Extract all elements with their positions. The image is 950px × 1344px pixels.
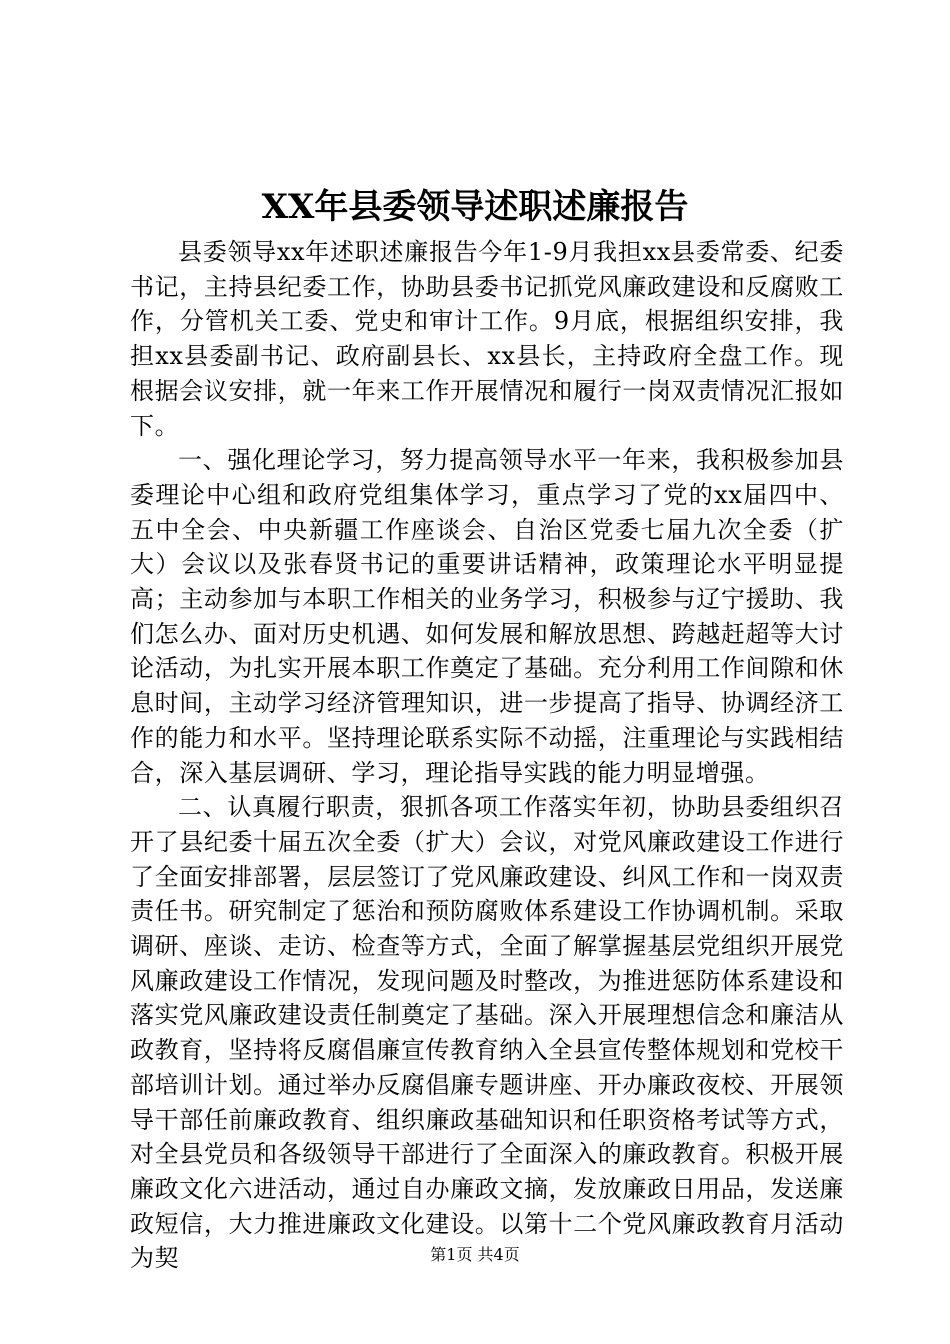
paragraph-intro: 县委领导xx年述职述廉报告今年1-9月我担xx县委常委、纪委书记，主持县纪委工作，协助县委书记抓党风廉政建设和反腐败工作，分管机关工委、党史和审计工作。9月底，根据组织安排，我担xx县委副书记、政府副县长、xx县长，主持政府全盘工作。现根据会议安排，就一年来工作开展情况和履行一岗双责情况汇报如下。 bbox=[130, 238, 844, 440]
page-number-footer: 第1页 共4页 bbox=[430, 1245, 520, 1264]
document-title: XX年县委领导述职述廉报告 bbox=[261, 187, 689, 227]
paragraph-section-one: 一、强化理论学习，努力提高领导水平一年来，我积极参加县委理论中心组和政府党组集体学习，重点学习了党的xx届四中、五中全会、中央新疆工作座谈会、自治区党委七届九次全委（扩大）会议以及张春贤书记的重要讲话精神，政策理论水平明显提高；主动参加与本职工作相关的业务学习，积极参与辽宁援助、我们怎么办、面对历史机遇、如何发展和解放思想、跨越赶超等大讨论活动，为扎实开展本职工作奠定了基础。充分利用工作间隙和休息时间，主动学习经济管理知识，进一步提高了指导、协调经济工作的能力和水平。坚持理论联系实际不动摇，注重理论与实践相结合，深入基层调研、学习，理论指导实践的能力明显增强。 bbox=[130, 446, 844, 787]
paragraph-section-two: 二、认真履行职责，狠抓各项工作落实年初，协助县委组织召开了县纪委十届五次全委（扩大）会议，对党风廉政建设工作进行了全面安排部署，层层签订了党风廉政建设、纠风工作和一岗双责责任书。研究制定了惩治和预防腐败体系建设工作协调机制。采取调研、座谈、走访、检查等方式，全面了解掌握基层党组织开展党风廉政建设工作情况，发现问题及时整改，为推进惩防体系建设和落实党风廉政建设责任制奠定了基础。深入开展理想信念和廉洁从政教育，坚持将反腐倡廉宣传教育纳入全县宣传整体规划和党校干部培训计划。通过举办反腐倡廉专题讲座、开办廉政夜校、开展领导干部任前廉政教育、组织廉政基础知识和任职资格考试等方式，对全县党员和各级领导干部进行了全面深入的廉政教育。积极开展廉政文化六进活动，通过自办廉政文摘，发放廉政日用品，发送廉政短信，大力推进廉政文化建设。以第十二个党风廉政教育月活动为契 bbox=[130, 793, 844, 1273]
document-body bbox=[130, 235, 844, 1276]
